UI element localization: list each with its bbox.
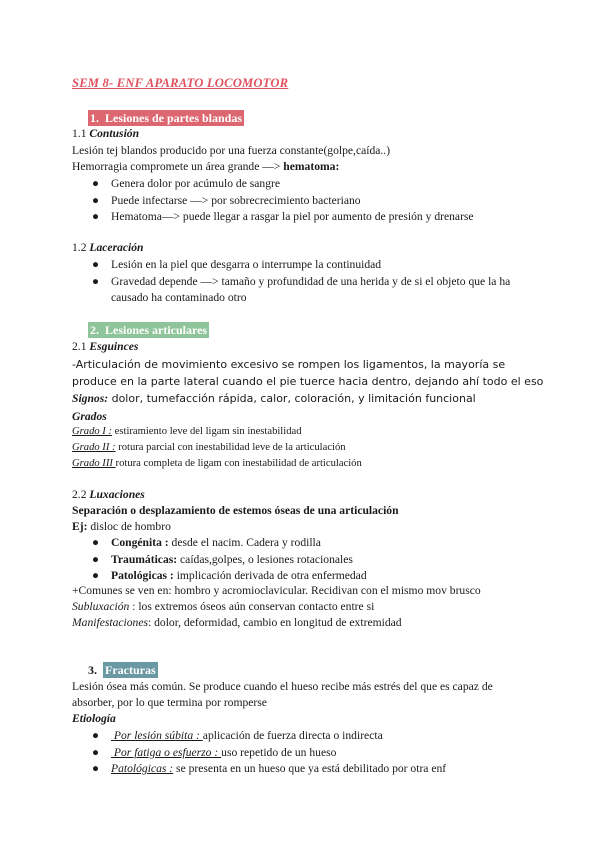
- section-number: 2.: [90, 323, 99, 337]
- list-item: ● Por lesión súbita : aplicación de fuerza directa o indirecta: [92, 729, 383, 742]
- list-item: ● Por fatiga o esfuerzo : uso repetido de un hueso: [92, 746, 337, 759]
- grado-item: Grado III rotura completa de ligam con inestabilidad de articulación: [72, 458, 362, 469]
- grados-heading: Grados: [72, 410, 107, 423]
- subsection-heading: 1.1 Contusión: [72, 127, 140, 140]
- text-line: Manifestaciones: dolor, deformidad, cambio en longitud de extremidad: [72, 616, 402, 629]
- list-item: ● Congénita : desde el nacim. Cadera y rodilla: [92, 536, 321, 549]
- example-line: Ej: disloc de hombro: [72, 520, 171, 533]
- text-line: absorber, por lo que termina por romperse: [72, 696, 267, 709]
- text-line: Lesión ósea más común. Se produce cuando el hueso recibe más estrés del que es capaz de: [72, 680, 493, 693]
- list-item: ● Patológicas : se presenta en un hueso que ya está debilitado por otra enf: [92, 762, 447, 775]
- list-item: ● Puede infectarse —> por sobrecrecimiento bacteriano: [92, 194, 361, 207]
- section-heading-2: [88, 322, 209, 338]
- list-item: ● Lesión en la piel que desgarra o interrumpe la continuidad: [92, 258, 382, 271]
- section-label: Lesiones articulares: [105, 323, 208, 337]
- list-item: ● Traumáticas: caídas,golpes, o lesiones rotacionales: [92, 553, 353, 566]
- section-label: Fracturas: [105, 663, 156, 677]
- section-heading-1: [88, 110, 244, 126]
- text-line: produce en la parte lateral cuando el pie tuerce hacia dentro, dejando ahí todo el eso: [72, 375, 544, 388]
- list-item: ● Gravedad depende —> tamaño y profundidad de una herida y de si el objeto que la ha: [92, 275, 511, 288]
- grado-item: Grado II : rotura parcial con inestabilidad leve de la articulación: [72, 442, 346, 453]
- section-number: 3.: [88, 663, 97, 677]
- signos-line: Signos: dolor, tumefacción rápida, calor, coloración, y limitación funcional: [72, 392, 476, 405]
- etiologia-heading: Etiología: [72, 712, 116, 725]
- subsection-heading: 1.2 Laceración: [72, 241, 144, 254]
- document-title: SEM 8- ENF APARATO LOCOMOTOR: [72, 76, 289, 90]
- text-line: -Articulación de movimiento excesivo se rompen los ligamentos, la mayoría se: [72, 358, 506, 371]
- text-line: +Comunes se ven en: hombro y acromioclavicular. Recidivan con el mismo mov brusco: [72, 584, 481, 597]
- list-item: ● Patológicas : implicación derivada de otra enfermedad: [92, 569, 367, 582]
- grado-item: Grado I : estiramiento leve del ligam sin inestabilidad: [72, 426, 302, 437]
- section-number: 1.: [90, 111, 99, 125]
- text-line: Subluxación : los extremos óseos aún conservan contacto entre si: [72, 600, 375, 613]
- definition-line: Separación o desplazamiento de estemos óseas de una articulación: [72, 504, 399, 517]
- section-heading-3: [88, 662, 158, 678]
- subsection-heading: 2.1 Esguinces: [72, 340, 139, 353]
- text-line: Hemorragia compromete un área grande —> hematoma:: [72, 160, 340, 173]
- subsection-heading: 2.2 Luxaciones: [72, 488, 145, 501]
- section-label: Lesiones de partes blandas: [105, 111, 243, 125]
- text-line: Lesión tej blandos producido por una fuerza constante(golpe,caída..): [72, 144, 391, 157]
- list-item-continuation: causado ha contaminado otro: [111, 291, 247, 304]
- list-item: ● Hematoma—> puede llegar a rasgar la piel por aumento de presión y drenarse: [92, 210, 474, 223]
- list-item: ● Genera dolor por acúmulo de sangre: [92, 177, 281, 190]
